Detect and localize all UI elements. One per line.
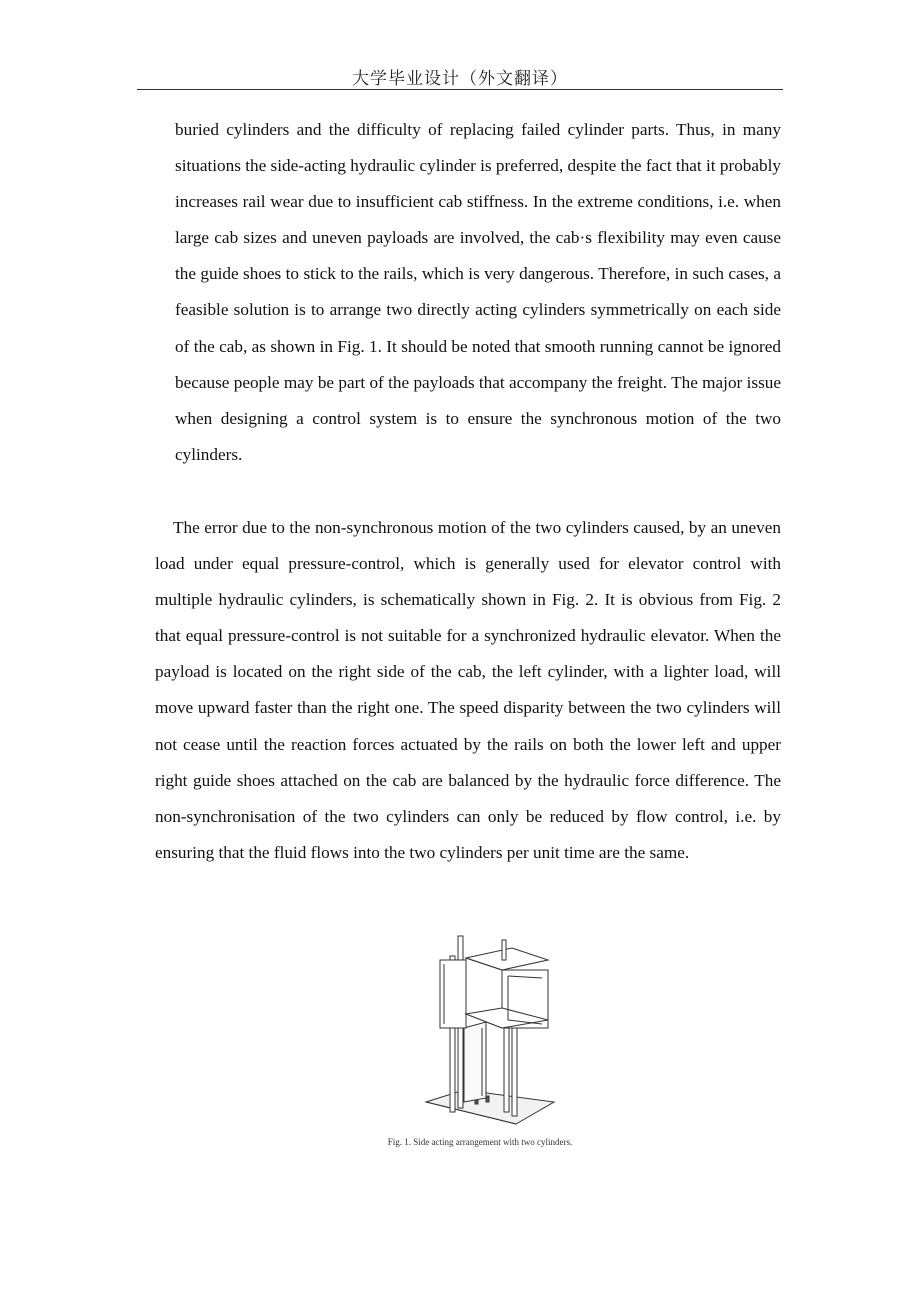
elevator-figure — [420, 930, 560, 1130]
body-paragraph-1: buried cylinders and the difficulty of replacing failed cylinder parts. Thus, in many situations the side-acting hydraulic cylinder is preferred, despite the fact that it probably increases rail wear due to insufficient cab stiffness. In the extreme conditions, i.e. when large cab sizes and uneven payloads are involved, the cab·s flexibility may even cause the guide shoes to stick to the rails, which is very dangerous. Therefore, in such cases, a feasible solution is to arrange two directly acting cylinders symmetrically on each side of the cab, as shown in Fig. 1. It should be noted that smooth running cannot be ignored because people may be part of the payloads that accompany the freight. The major issue when designing a control system is to ensure the synchronous motion of the two cylinders. — [175, 120, 781, 464]
figure-caption: Fig. 1. Side acting arrangement with two cylinders. — [387, 1137, 573, 1147]
body-paragraph-2: The error due to the non-synchronous motion of the two cylinders caused, by an uneven load under equal pressure-control, which is generally used for elevator control with multiple hydraulic cylinders, is schematically shown in Fig. 2. It is obvious from Fig. 2 that equal pressure-control is not suitable for a synchronized hydraulic elevator. When the payload is located on the right side of the cab, the left cylinder, with a lighter load, will move upward faster than the right one. The speed disparity between the two cylinders will not cease until the reaction forces actuated by the rails on both the lower left and upper right guide shoes attached on the cab are balanced by the hydraulic force difference. The non-synchronisation of the two cylinders can only be reduced by flow control, i.e. by ensuring that the fluid flows into the two cylinders per unit time are the same. — [155, 518, 781, 862]
header-title: 大学毕业设计（外文翻译） — [352, 69, 568, 89]
header-divider — [137, 89, 783, 90]
